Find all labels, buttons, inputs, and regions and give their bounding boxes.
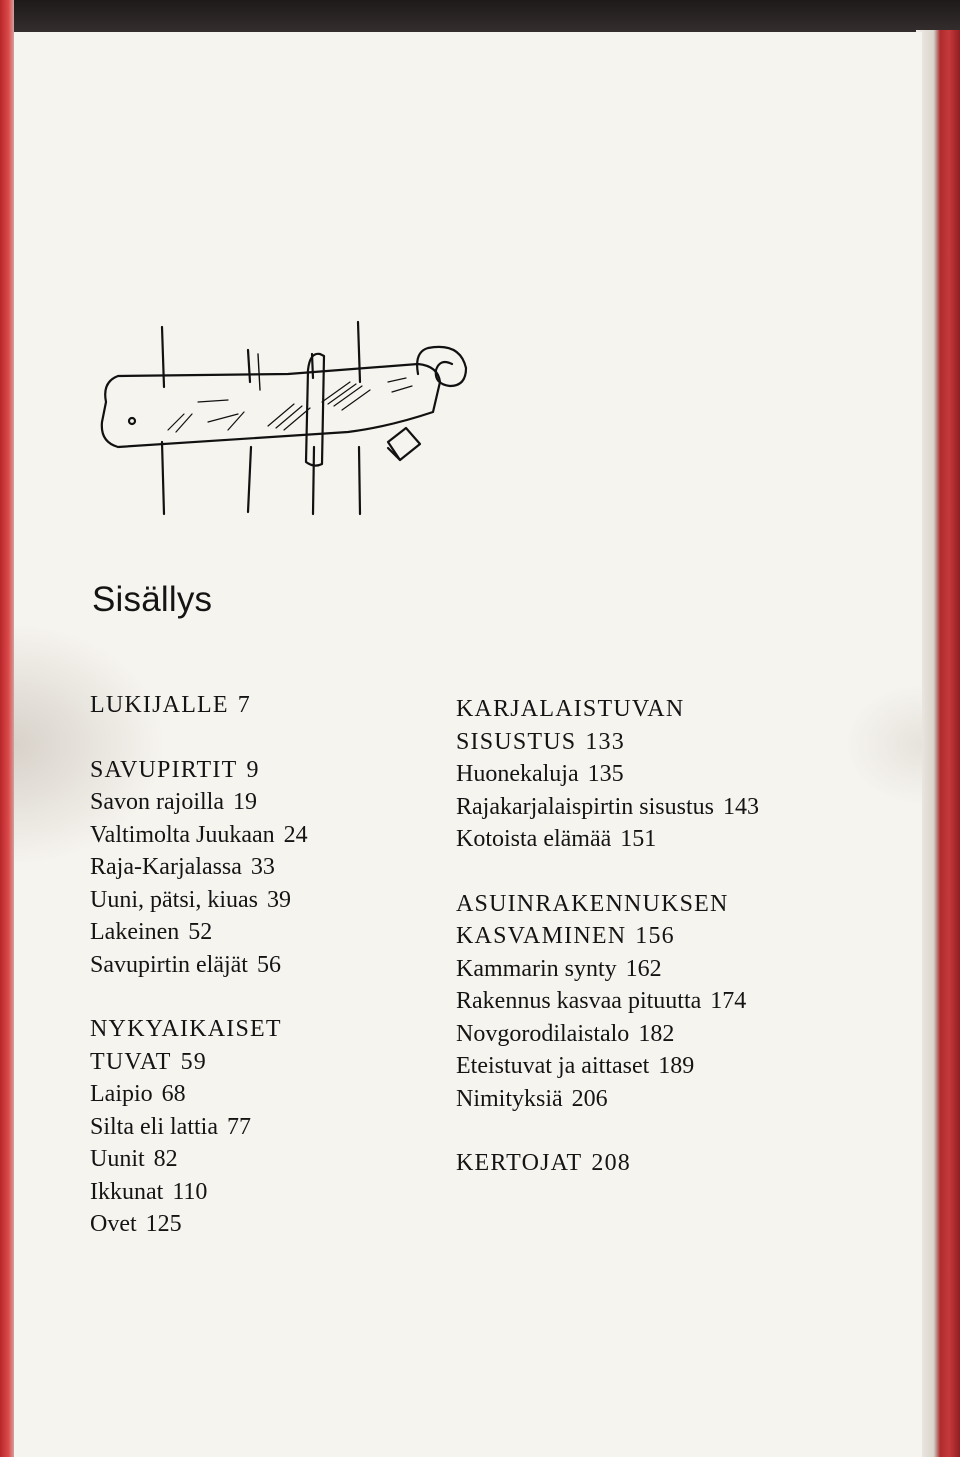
toc-entry-title: KARJALAISTUVAN [456, 696, 685, 722]
toc-page-number: 56 [256, 951, 281, 978]
toc-entry-title: Huonekaluja [456, 761, 579, 787]
toc-page-number: 162 [625, 955, 662, 982]
toc-section [90, 689, 460, 722]
toc-entry-title: Lakeinen [90, 919, 180, 945]
toc-chapter-title [456, 693, 856, 726]
toc-page-number: 135 [587, 761, 624, 787]
toc-page-number: 19 [232, 789, 257, 815]
toc-page-number: 7 [237, 692, 251, 718]
book-cover-left-edge [0, 0, 14, 1457]
toc-section [456, 1147, 856, 1180]
toc-entry-title: Raja-Karjalassa [90, 854, 242, 880]
toc-page-number: 24 [283, 821, 308, 848]
toc-entry [456, 791, 856, 824]
toc-section [90, 1013, 460, 1241]
toc-entry [90, 916, 460, 949]
toc-entry [456, 758, 856, 791]
toc-right-column [456, 693, 856, 1212]
toc-page-number: 206 [571, 1085, 608, 1112]
toc-entry [90, 1176, 460, 1209]
toc-page-number: 189 [658, 1053, 695, 1079]
toc-page-number: 77 [226, 1113, 251, 1140]
toc-page-number: 143 [722, 793, 759, 820]
toc-entry-title: Kammarin synty [456, 955, 617, 982]
toc-entry-title: ASUINRAKENNUKSEN [456, 890, 729, 917]
toc-entry [90, 1208, 460, 1241]
toc-page-number: 68 [161, 1081, 186, 1107]
toc-chapter-title [456, 888, 856, 921]
toc-page-number: 151 [620, 826, 657, 852]
toc-page-number: 52 [188, 919, 213, 945]
toc-entry-title: SAVUPIRTIT [90, 756, 238, 783]
toc-entry [90, 1143, 460, 1176]
toc-chapter-title [90, 1046, 460, 1079]
door-latch-illustration [88, 282, 488, 532]
toc-entry-title: Rajakarjalaispirtin sisustus [456, 793, 714, 820]
toc-page-number: 156 [635, 923, 675, 949]
toc-entry-title: Ovet [90, 1211, 137, 1237]
toc-chapter-title [456, 1147, 856, 1180]
toc-entry [90, 1111, 460, 1144]
toc-page-number: 125 [145, 1211, 182, 1237]
toc-page-number: 33 [250, 854, 275, 880]
toc-page-number: 82 [153, 1146, 178, 1172]
book-page [10, 32, 922, 1457]
toc-chapter-title [90, 1013, 460, 1046]
toc-section [456, 693, 856, 856]
toc-entry [456, 1018, 856, 1051]
toc-entry-title: Uuni, pätsi, kiuas [90, 886, 258, 913]
toc-entry-title: Savupirtin eläjät [90, 951, 248, 978]
toc-entry [90, 851, 460, 884]
toc-entry [90, 884, 460, 917]
toc-entry-title: Eteistuvat ja aittaset [456, 1053, 650, 1079]
toc-page-number: 110 [172, 1178, 208, 1205]
toc-entry [90, 786, 460, 819]
toc-entry-title: Nimityksiä [456, 1085, 563, 1112]
toc-chapter-title [456, 726, 856, 759]
toc-chapter-title [456, 920, 856, 953]
toc-entry-title: Savon rajoilla [90, 789, 224, 815]
toc-entry [456, 1083, 856, 1116]
toc-entry-title: NYKYAIKAISET [90, 1016, 282, 1042]
toc-chapter-title [90, 754, 460, 787]
toc-entry-title: Laipio [90, 1081, 153, 1107]
toc-entry [456, 1050, 856, 1083]
toc-entry-title: Silta eli lattia [90, 1113, 218, 1140]
toc-entry [90, 819, 460, 852]
toc-page-number: 208 [591, 1150, 631, 1176]
toc-entry-title: Rakennus kasvaa pituutta [456, 988, 702, 1014]
toc-entry-title: KERTOJAT [456, 1150, 583, 1176]
toc-page-number: 9 [246, 756, 260, 783]
toc-section [90, 754, 460, 982]
toc-entry-title: Kotoista elämää [456, 826, 612, 852]
toc-entry-title: Novgorodilaistalo [456, 1020, 630, 1047]
toc-chapter-title [90, 689, 460, 722]
toc-page-number: 39 [267, 886, 291, 913]
toc-page-number: 182 [638, 1020, 675, 1047]
toc-entry-title: Valtimolta Juukaan [90, 821, 275, 848]
book-cover-right-edge [916, 30, 960, 1457]
toc-entry-title: LUKIJALLE [90, 692, 229, 718]
toc-entry-title: SISUSTUS [456, 728, 577, 755]
toc-page-number: 59 [180, 1048, 207, 1075]
toc-entry-title: Uunit [90, 1146, 145, 1172]
toc-entry [456, 985, 856, 1018]
toc-entry [90, 1078, 460, 1111]
toc-entry-title: Ikkunat [90, 1178, 164, 1205]
toc-entry [90, 949, 460, 982]
toc-entry [456, 953, 856, 986]
toc-entry-title: KASVAMINEN [456, 923, 627, 949]
toc-entry [456, 823, 856, 856]
contents-heading: Sisällys [92, 580, 213, 619]
toc-left-column [90, 689, 460, 1273]
toc-page-number: 133 [585, 728, 625, 755]
toc-section [456, 888, 856, 1116]
toc-page-number: 174 [710, 988, 747, 1014]
toc-entry-title: TUVAT [90, 1048, 172, 1075]
